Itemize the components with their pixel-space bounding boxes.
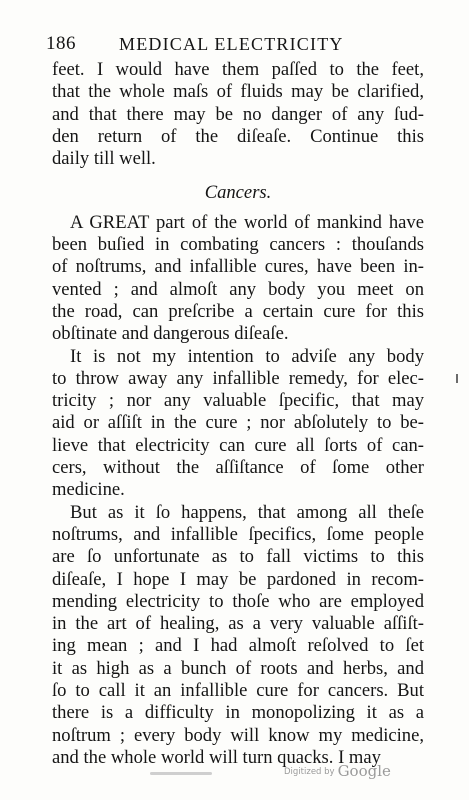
text-line: in the art of healing, as a very valuable aſſiſt- [52, 613, 424, 635]
text-line: cers, without the aſſiſtance of ſome other [52, 457, 424, 479]
text-line: are ſo unfortunate as to fall victims to this [52, 546, 424, 568]
page-number: 186 [46, 33, 76, 54]
text-line: It is not my intention to adviſe any body [70, 345, 424, 367]
text-line: A GREAT part of the world of mankind have [70, 211, 424, 233]
text-line: But as it ſo happens, that among all theſe [70, 501, 424, 523]
watermark-brand: Google [337, 762, 391, 780]
text-line: and that there may be no danger of any ſud- [52, 103, 424, 125]
text-line: there is a difficulty in monopolizing it as a [52, 702, 424, 724]
section-title: Cancers. [204, 182, 272, 204]
text-line: den return of the diſeaſe. Continue this [52, 125, 424, 147]
paragraph [52, 59, 424, 170]
text-line: noſtrums, and infallible ſpecifics, ſome people [52, 523, 424, 545]
text-line: been buſied in combating cancers : thouſands [52, 234, 424, 256]
text-line: the road, can preſcribe a certain cure for this [52, 300, 424, 322]
text-line: mending electricity to thoſe who are employed [52, 590, 424, 612]
page-smudge [150, 772, 212, 775]
text-line: tricity ; nor any valuable ſpecific, that may [52, 390, 424, 412]
text-line: feet. I would have them paſſed to the feet, [52, 59, 424, 80]
paragraph [52, 212, 424, 346]
body-text [52, 59, 424, 769]
text-line: medicine. [52, 479, 125, 501]
text-line: that the whole maſs of fluids may be clarified, [52, 81, 424, 103]
text-line: noſtrum ; every body will know my medicine, [52, 724, 424, 746]
text-line: of noſtrums, and infallible cures, have been in- [52, 256, 424, 278]
paragraph [52, 502, 424, 770]
text-line: daily till well. [52, 148, 156, 170]
page-header [46, 33, 426, 55]
running-head: MEDICAL ELECTRICITY [119, 34, 344, 54]
text-line: obſtinate and dangerous diſeaſe. [52, 323, 289, 345]
text-line: ing mean ; and I had almoſt reſolved to ſet [52, 635, 424, 657]
watermark-prefix: Digitized by [284, 767, 335, 777]
text-line: lieve that electricity can cure all ſorts of can- [52, 434, 424, 456]
text-line: aid or aſſiſt in the cure ; nor abſolutely to be- [52, 412, 424, 434]
digitization-watermark [284, 762, 391, 781]
text-line: and the whole world will turn quacks. I may [52, 746, 381, 768]
text-line: it as high as a bunch of roots and herbs, and [52, 657, 424, 679]
text-line: diſeaſe, I hope I may be pardoned in recom- [52, 568, 424, 590]
paragraph [52, 346, 424, 502]
text-line: vented ; and almoſt any body you meet on [52, 278, 424, 300]
text-line: ſo to call it an infallible cure for cancers. But [52, 680, 424, 702]
margin-mark [456, 374, 458, 383]
text-line: to throw away any infallible remedy, for elec- [52, 367, 424, 389]
